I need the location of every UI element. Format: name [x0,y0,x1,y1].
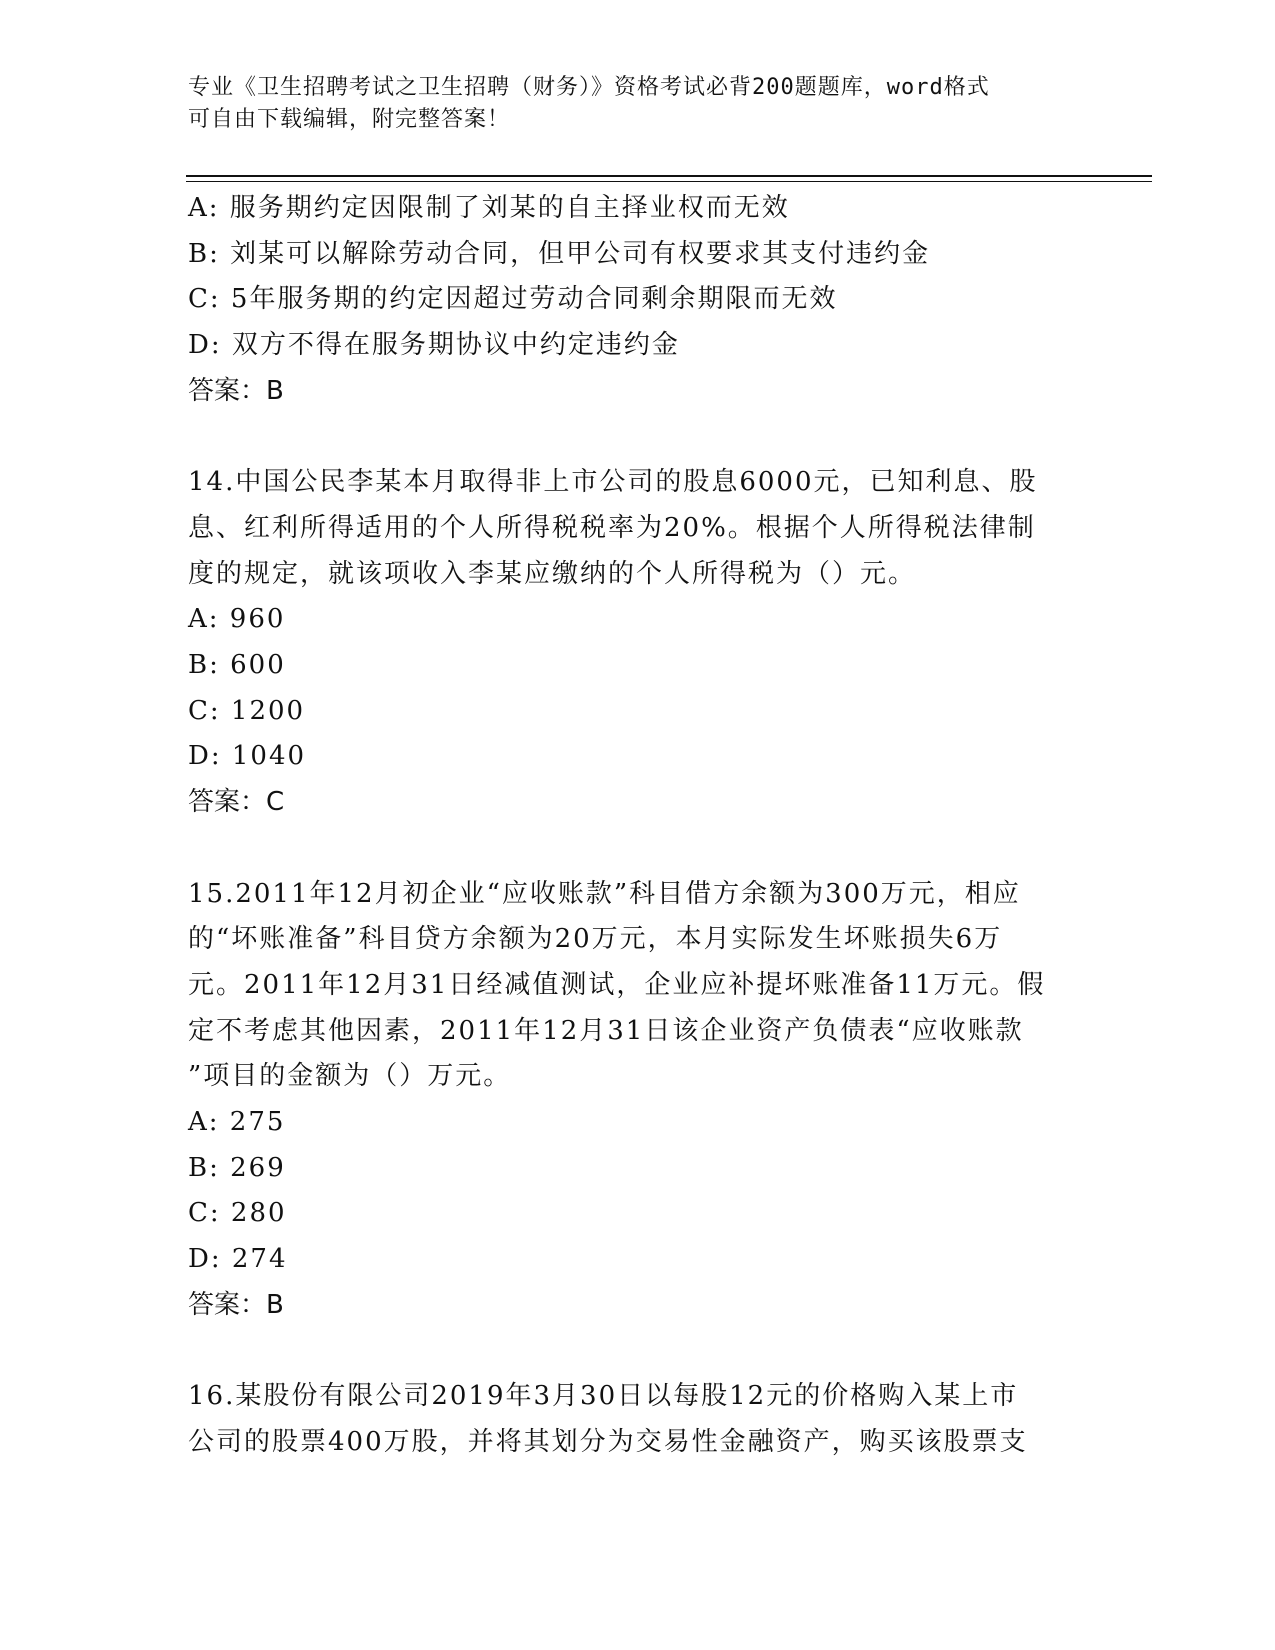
question-text-line: 16.某股份有限公司2019年3月30日以每股12元的价格购入某上市 [188,1381,1019,1412]
question-text-line: 14.中国公民李某本月取得非上市公司的股息6000元，已知利息、股 [188,467,1038,498]
question-gap [188,415,1068,461]
option-a: A: 服务期约定因限制了刘某的自主择业权而无效 [188,193,790,223]
option-d: D: 双方不得在服务期协议中约定违约金 [188,330,680,361]
header-line-1: 专业《卫生招聘考试之卫生招聘（财务）》资格考试必背200题题库，word格式 [188,75,990,100]
option-b: B: 刘某可以解除劳动合同，但甲公司有权要求其支付违约金 [188,238,931,269]
question-text-line: 公司的股票400万股，并将其划分为交易性金融资产，购买该股票支 [188,1426,1028,1457]
question-gap [188,826,1068,872]
option-c: C: 1200 [188,695,306,726]
question-15 [188,872,1068,1329]
option-c: C: 5年服务期的约定因超过劳动合同剩余期限而无效 [188,284,838,315]
question-13-tail [188,186,1068,415]
question-text-line: ”项目的金额为（）万元。 [188,1061,512,1092]
question-16 [188,1374,1068,1465]
question-text-line: 定不考虑其他因素，2011年12月31日该企业资产负债表“应收账款 [188,1015,1024,1046]
option-c: C: 280 [188,1198,287,1229]
option-b: B: 269 [188,1152,286,1183]
header-line-2: 可自由下载编辑，附完整答案！ [188,107,511,132]
question-text-line: 息、红利所得适用的个人所得税税率为20%。根据个人所得税法律制 [188,512,1036,543]
option-d: D: 1040 [188,741,307,772]
option-a: A: 960 [188,604,286,635]
question-text-line: 15.2011年12月初企业“应收账款”科目借方余额为300万元，相应 [188,878,1021,909]
question-text-line: 度的规定，就该项收入李某应缴纳的个人所得税为（）元。 [188,558,917,589]
header-rule-thick [186,175,1152,177]
option-b: B: 600 [188,650,286,681]
answer-label: 答案：B [188,1289,284,1320]
option-d: D: 274 [188,1244,288,1275]
question-14 [188,460,1068,826]
answer-label: 答案：C [188,787,285,818]
document-header [188,72,1088,136]
header-rule-thin [186,181,1152,182]
question-text-line: 元。2011年12月31日经减值测试，企业应补提坏账准备11万元。假 [188,969,1046,1000]
answer-label: 答案：B [188,375,284,406]
document-body [188,186,1068,1466]
question-text-line: 的“坏账准备”科目贷方余额为20万元，本月实际发生坏账损失6万 [188,924,1003,955]
question-gap [188,1329,1068,1375]
option-a: A: 275 [188,1107,286,1138]
